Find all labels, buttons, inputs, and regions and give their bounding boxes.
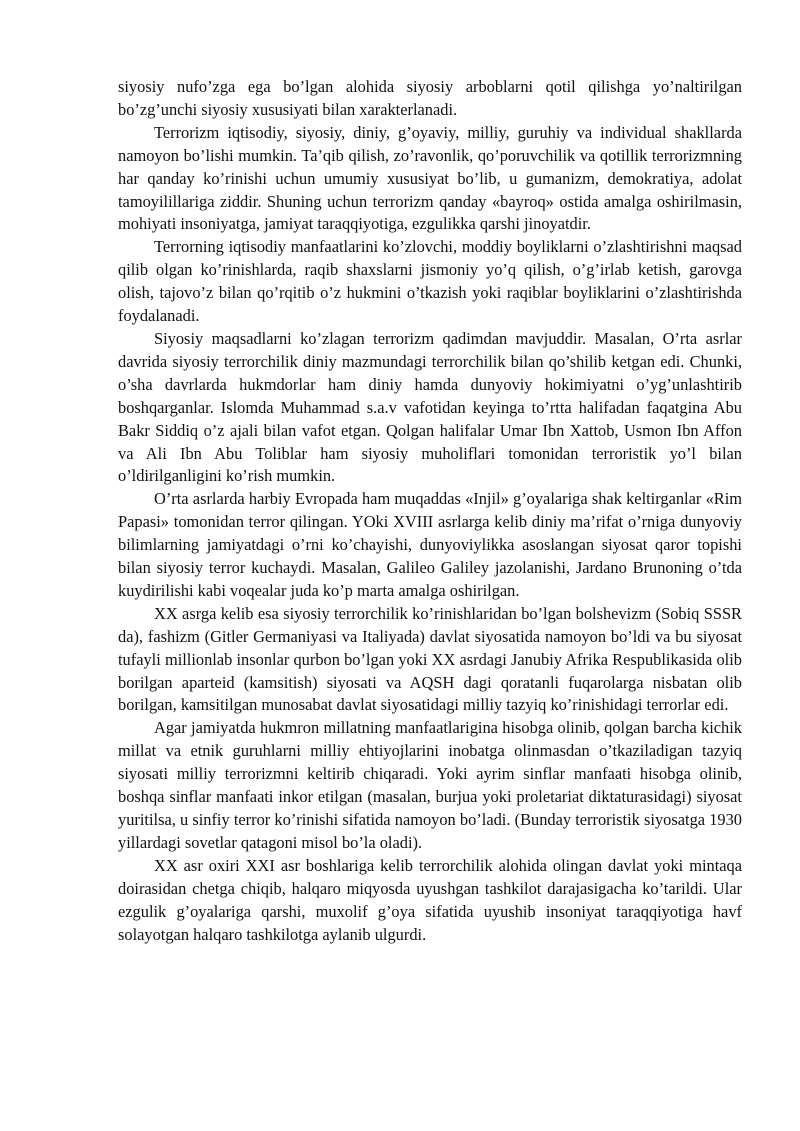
- paragraph-political-terror-history: Siyosiy maqsadlarni ko’zlagan terrorizm qadimdan mavjuddir. Masalan, O’rta asrlar davrida siyosiy terrorchilik diniy mazmundagi terrorchilik bilan qo’shilib ketgan edi. Chunki, o’sha davrlarda hukmdorlar ham diniy hamda dunyoviy hokimiyatni o’yg’unlashtirib boshqarganlar. Islomda Muhammad s.a.v vafotidan keyinga to’rtta halifadan faqatgina Abu Bakr Siddiq o’z ajali bilan vafot etgan. Qolgan halifalar Umar Ibn Xattob, Usmon Ibn Affon va Ali Ibn Abu Toliblar ham siyosiy muholiflari tomonidan terroristik yo’l bilan o’ldirilganligini ko’rish mumkin.: [118, 328, 742, 486]
- paragraph-continuation: siyosiy nufo’zga ega bo’lgan alohida siyosiy arboblarni qotil qilishga yo’naltirilgan bo’zg’unchi siyosiy xususiyati bilan xarakterlanadi.: [118, 77, 742, 119]
- paragraph-twentieth-century: XX asrga kelib esa siyosiy terrorchilik ko’rinishlaridan bo’lgan bolshevizm (Sobiq SSSR da), fashizm (Gitler Germaniyasi va Italiyada) davlat siyosatida namoyon bo’ldi va bu siyosat tufayli millionlab insonlar qurbon bo’lgan yoki XX asrdagi Janubiy Afrika Respublikasida olib borilgan aparteid (kamsitish) siyosati va AQSH dagi qoratanli fuqarolarga nisbatan olib borilgan, kamsitilgan munosabat davlat siyosatidagi milliy tazyiq ko’rinishidagi terrorlar edi.: [118, 603, 742, 715]
- paragraph-international-terror: XX asr oxiri XXI asr boshlariga kelib terrorchilik alohida olingan davlat yoki mintaqa doirasidan chetga chiqib, halqaro miqyosda uyushgan tashkilot darajasigacha ko’tarildi. Ular ezgulik g’oyalariga qarshi, muxolif g’oya sifatida uyushib insoniyat taraqqiyotiga havf solayotgan halqaro tashkilotga aylanib ulgurdi.: [118, 855, 742, 944]
- paragraph-terrorism-forms: Terrorizm iqtisodiy, siyosiy, diniy, g’oyaviy, milliy, guruhiy va individual shakllarda namoyon bo’lishi mumkin. Ta’qib qilish, zo’ravonlik, qo’poruvchilik va qotillik terrorizmning har qanday ko’rinishi uchun umumiy xususiyat bo’lib, u gumanizm, demokratiya, adolat tamoyilillariga ziddir. Shuning uchun terrorizm qanday «bayroq» ostida amalga oshirilmasin, mohiyati insoniyatga, jamiyat taraqqiyotiga, ezgulikka qarshi jinoyatdir.: [118, 122, 742, 234]
- document-page: [118, 76, 742, 946]
- paragraph-medieval-europe: O’rta asrlarda harbiy Evropada ham muqaddas «Injil» g’oyalariga shak keltirganlar «Rim Papasi» tomonidan terror qilingan. YOki XVIII asrlarga kelib diniy ma’rifat o’rniga dunyoviy bilimlarning jamiyatdagi o’rni ko’chayishi, dunyoviylikka asoslangan siyosat qaror topishi bilan siyosiy terror kuchaydi. Masalan, Galileo Galiley jazolanishi, Jardano Brunoning o’tda kuydirilishi kabi voqealar juda ko’p marta amalga oshirilgan.: [118, 489, 742, 600]
- paragraph-national-terror: Agar jamiyatda hukmron millatning manfaatlarigina hisobga olinib, qolgan barcha kichik millat va etnik guruhlarni milliy ehtiyojlarini inobatga olinmasdan o’tkaziladigan tazyiq siyosati milliy terrorizmni keltirib chiqaradi. Yoki ayrim sinflar manfaati hisobga olinib, boshqa sinflar manfaati inkor etilgan (masalan, burjua yoki proletariat diktaturasidagi) siyosat yuritilsa, u sinfiy terror ko’rinishi sifatida namoyon bo’ladi. (Bunday terroristik siyosatga 1930 yillardagi sovetlar qatagoni misol bo’la oladi).: [118, 718, 742, 852]
- paragraph-economic-terror: Terrorning iqtisodiy manfaatlarini ko’zlovchi, moddiy boyliklarni o’zlashtirishni maqsad qilib olgan ko’rinishlarda, raqib shaxslarni jismoniy yo’q qilish, o’g’irlab ketish, garovga olish, tajovo’z bilan qo’rqitib o’z hukmini o’tkazish yoki raqiblar boyliklarini o’zlashtirishda foydalanadi.: [118, 237, 742, 326]
